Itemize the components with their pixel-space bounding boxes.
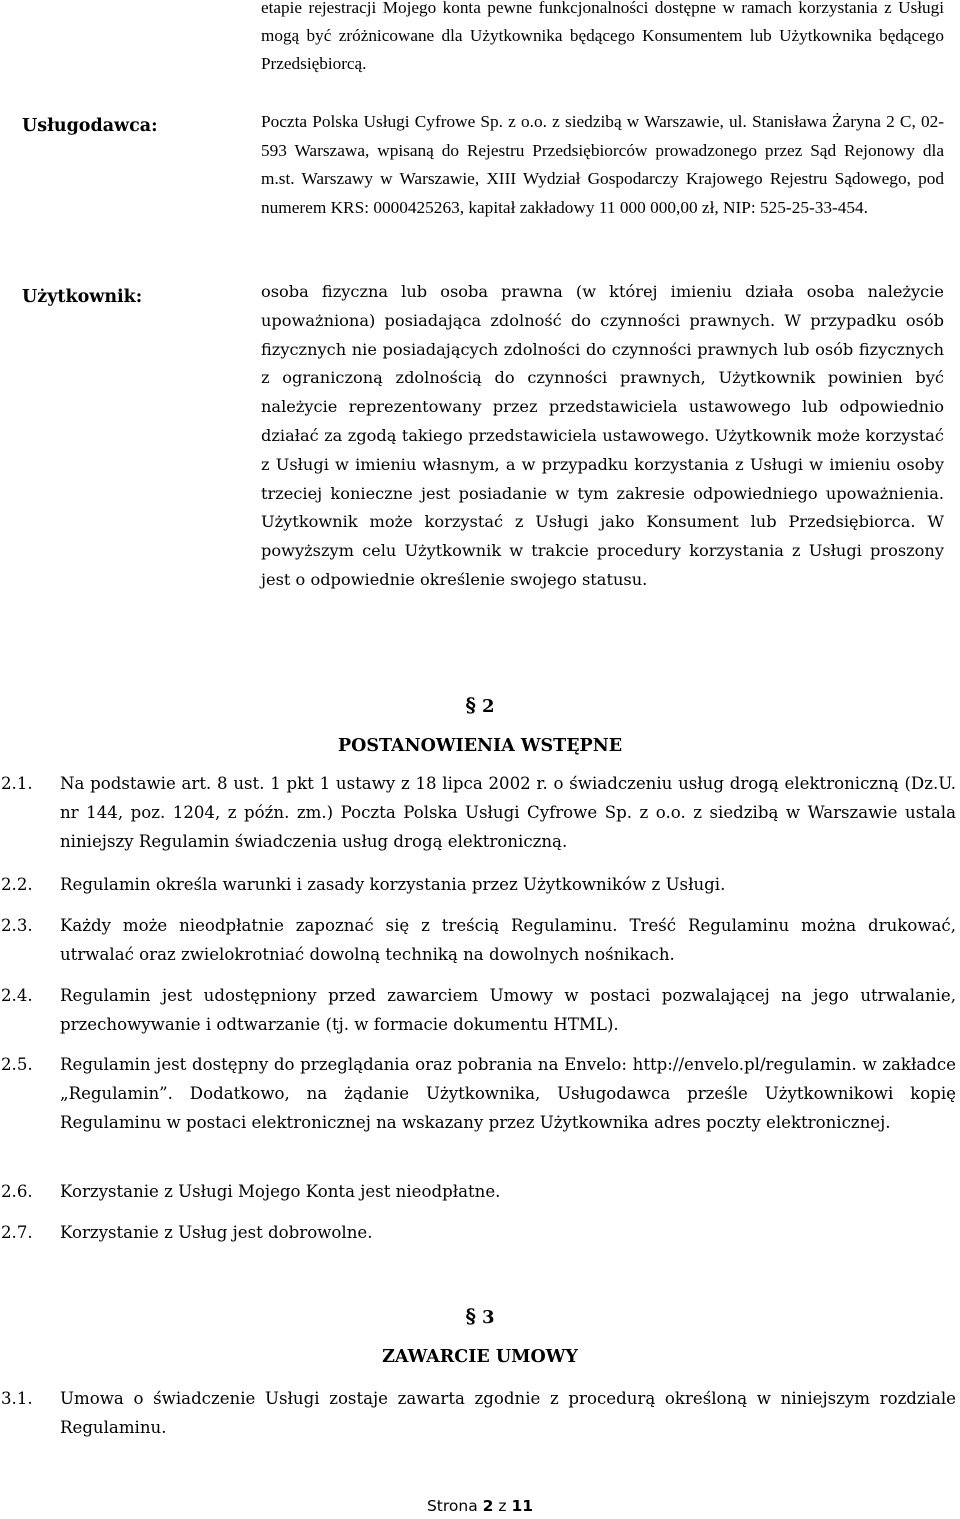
clause-text: Regulamin jest dostępny do przeglądania oraz pobrania na Envelo: http://envelo.pl/regulamin. w zakładce „Regulamin”. Dodatkowo, na żądanie Użytkownika, Usługodawca prześle Użytkownikowi kopię Regulaminu w postaci elektronicznej na wskazany przez Użytkownika adres poczty elektronicznej.	[60, 1055, 956, 1132]
clause-text: Na podstawie art. 8 ust. 1 pkt 1 ustawy z 18 lipca 2002 r. o świadczeniu usług drogą elektroniczną (Dz.U. nr 144, poz. 1204, z późn. zm.) Poczta Polska Usługi Cyfrowe Sp. z o.o. z siedzibą w Warszawie ustala niniejszy Regulamin świadczenia usług drogą elektroniczną.	[60, 774, 956, 851]
clause-text: Regulamin określa warunki i zasady korzystania przez Użytkowników z Usługi.	[60, 875, 726, 894]
section-number: 2	[481, 696, 495, 717]
clause-number: 2.4.	[1, 986, 33, 1005]
section-symbol: §	[465, 693, 476, 717]
clause-number: 2.6.	[1, 1182, 33, 1201]
page-footer	[0, 1497, 960, 1515]
intro-paragraph: etapie rejestracji Mojego konta pewne funkcjonalności dostępne w ramach korzystania z Usługi mogą być zróżnicowane dla Użytkownika będącego Konsumentem lub Użytkownika będącego Przedsiębiorcą.	[261, 0, 944, 73]
clause-number: 2.5.	[1, 1055, 33, 1074]
total-pages-number: 11	[511, 1497, 534, 1515]
definition-term-uzytkownik: Użytkownik:	[22, 287, 143, 307]
section-2-heading	[0, 693, 960, 717]
clause-number: 3.1.	[1, 1389, 33, 1408]
page-separator: z	[498, 1497, 507, 1515]
clause-text: Umowa o świadczenie Usługi zostaje zawarta zgodnie z procedurą określoną w niniejszym rozdziale Regulaminu.	[60, 1389, 956, 1437]
page-label: Strona	[426, 1497, 478, 1515]
definition-term-uslugodawca: Usługodawca:	[22, 116, 158, 136]
section-symbol: §	[465, 1304, 476, 1328]
clause-text: Korzystanie z Usług jest dobrowolne.	[60, 1223, 373, 1242]
current-page-number: 2	[482, 1497, 494, 1515]
section-3-title: ZAWARCIE UMOWY	[382, 1347, 578, 1367]
section-2-title: POSTANOWIENIA WSTĘPNE	[337, 736, 623, 756]
clause-number: 2.2.	[1, 875, 33, 894]
clause-number: 2.1.	[1, 774, 33, 793]
section-number: 3	[481, 1307, 495, 1328]
clause-number: 2.3.	[1, 916, 33, 935]
clause-text: Regulamin jest udostępniony przed zawarciem Umowy w postaci pozwalającej na jego utrwalanie, przechowywanie i odtwarzanie (tj. w formacie dokumentu HTML).	[60, 986, 956, 1034]
definition-body-uzytkownik: osoba fizyczna lub osoba prawna (w której imieniu działa osoba należycie upoważniona) posiadająca zdolność do czynności prawnych. W przypadku osób fizycznych nie posiadających zdolności do czynności prawnych lub osób fizycznych z ograniczoną zdolnością do czynności prawnych, Użytkownik powinien być należycie reprezentowany przez przedstawiciela ustawowego lub odpowiednio działać za zgodą takiego przedstawiciela ustawowego. Użytkownik może korzystać z Usługi w imieniu własnym, a w przypadku korzystania z Usługi w imieniu osoby trzeciej konieczne jest posiadanie w tym zakresie odpowiedniego upoważnienia. Użytkownik może korzystać z Usługi jako Konsument lub Przedsiębiorca. W powyższym celu Użytkownik w trakcie procedury korzystania z Usługi proszony jest o odpowiednie określenie swojego statusu.	[261, 282, 944, 589]
definition-body-uslugodawca: Poczta Polska Usługi Cyfrowe Sp. z o.o. z siedzibą w Warszawie, ul. Stanisława Żaryna 2 C, 02-593 Warszawa, wpisaną do Rejestru Przedsiębiorców prowadzonego przez Sąd Rejonowy dla m.st. Warszawy w Warszawie, XIII Wydział Gospodarczy Krajowego Rejestru Sądowego, pod numerem KRS: 0000425263, kapitał zakładowy 11 000 000,00 zł, NIP: 525-25-33-454.	[261, 112, 944, 217]
clause-text: Każdy może nieodpłatnie zapoznać się z treścią Regulaminu. Treść Regulaminu można drukować, utrwalać oraz zwielokrotniać dowolną techniką na dowolnych nośnikach.	[60, 916, 956, 964]
clause-text: Korzystanie z Usługi Mojego Konta jest nieodpłatne.	[60, 1182, 501, 1201]
section-3-heading	[0, 1304, 960, 1328]
clause-number: 2.7.	[1, 1223, 33, 1242]
